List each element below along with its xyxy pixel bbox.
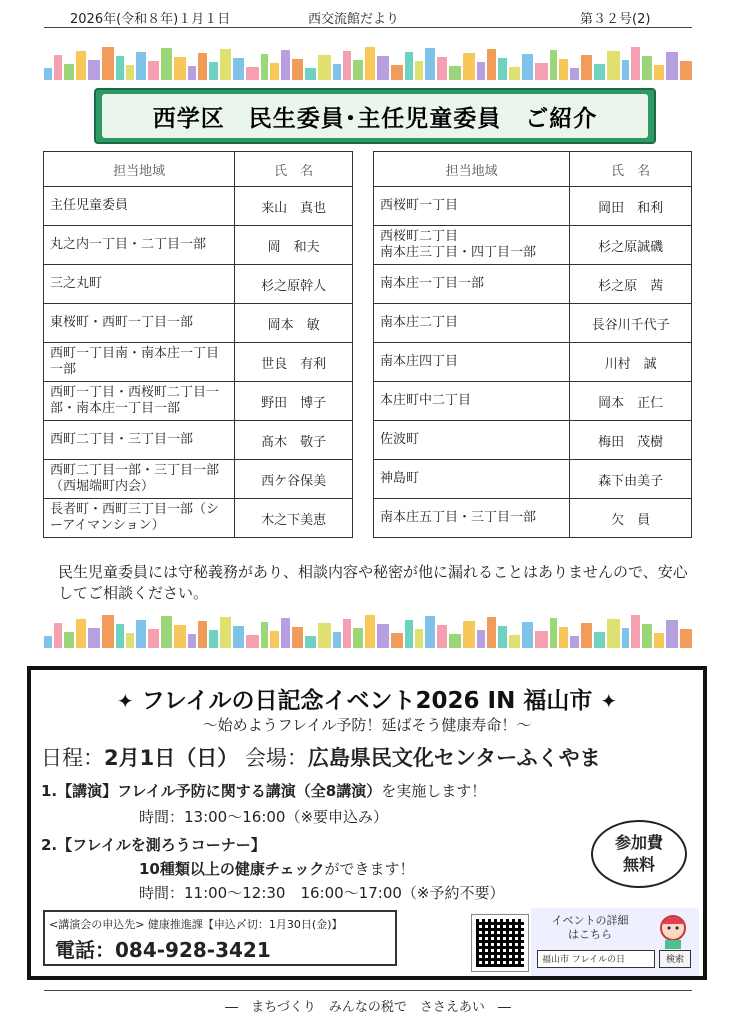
building-icon	[64, 632, 74, 648]
area-cell: 西町一丁目・西桜町二丁目一部・南本庄一丁目一部	[44, 382, 235, 421]
event-schedule	[41, 742, 601, 772]
building-icon	[44, 636, 52, 648]
building-icon	[654, 65, 665, 80]
committee-table-right	[373, 151, 692, 538]
item1-prefix: 1.【講演】	[41, 782, 118, 800]
building-icon	[377, 56, 388, 80]
building-icon	[44, 68, 52, 80]
building-icon	[550, 618, 558, 648]
table-row	[374, 187, 692, 226]
townscape-decoration-middle	[44, 612, 692, 648]
building-icon	[209, 630, 219, 648]
area-cell: 佐波町	[374, 421, 570, 460]
area-cell: 西町二丁目・三丁目一部	[44, 421, 235, 460]
name-cell: 来山 真也	[235, 187, 353, 226]
building-icon	[477, 630, 485, 648]
building-icon	[126, 65, 135, 80]
building-icon	[437, 57, 448, 80]
building-icon	[550, 50, 558, 80]
table-row	[44, 499, 353, 538]
table-row	[374, 499, 692, 538]
building-icon	[594, 64, 605, 80]
building-icon	[487, 49, 496, 80]
building-icon	[666, 620, 677, 648]
item1-suffix: を実施します！	[381, 782, 487, 800]
building-icon	[535, 63, 547, 80]
area-cell: 神島町	[374, 460, 570, 499]
building-icon	[148, 61, 159, 80]
table-row	[44, 304, 353, 343]
date-value: 2月1日（日）	[104, 746, 239, 770]
name-cell: 野田 博子	[235, 382, 353, 421]
building-icon	[477, 62, 485, 80]
header-issue: 第３２号(2)	[580, 12, 651, 27]
building-icon	[281, 50, 291, 80]
building-icon	[88, 628, 99, 648]
building-icon	[463, 621, 475, 648]
building-icon	[449, 66, 460, 80]
name-cell: 杉之原幹人	[235, 265, 353, 304]
building-icon	[54, 55, 63, 80]
page-title: 西学区 民生委員･主任児童委員 ご紹介	[102, 94, 648, 138]
name-cell: 長谷川千代子	[570, 304, 692, 343]
table-row	[374, 343, 692, 382]
building-icon	[353, 60, 363, 80]
building-icon	[261, 622, 269, 648]
area-cell: 南本庄一丁目一部	[374, 265, 570, 304]
building-icon	[365, 615, 376, 648]
building-icon	[246, 635, 258, 648]
table-row	[374, 421, 692, 460]
apply-details: <講演会の申込先> 健康推進課【申込〆切：1月30日(金)】	[49, 918, 343, 931]
building-icon	[425, 616, 435, 648]
event-title-row	[31, 682, 703, 715]
name-cell: 岡本 正仁	[570, 382, 692, 421]
building-icon	[54, 623, 63, 648]
event-title: フレイルの日記念イベント2026 IN 福山市	[141, 688, 593, 714]
building-icon	[88, 60, 99, 80]
name-cell: 森下由美子	[570, 460, 692, 499]
venue-label: 会場：	[244, 746, 308, 770]
table-row	[44, 187, 353, 226]
building-icon	[498, 626, 508, 648]
building-icon	[581, 623, 592, 648]
building-icon	[622, 628, 630, 648]
fee-value: 無料	[622, 855, 655, 874]
building-icon	[102, 615, 114, 648]
building-icon	[666, 52, 677, 80]
building-icon	[642, 56, 652, 80]
building-icon	[318, 55, 330, 80]
event-box	[27, 666, 707, 980]
col-name-header: 氏 名	[235, 152, 353, 187]
building-icon	[353, 628, 363, 648]
table-row	[374, 226, 692, 265]
building-icon	[631, 47, 640, 80]
building-icon	[209, 62, 219, 80]
building-icon	[654, 633, 665, 648]
building-icon	[509, 67, 520, 80]
building-icon	[391, 65, 403, 80]
mascot-icon	[651, 910, 695, 950]
building-icon	[126, 633, 135, 648]
building-icon	[270, 631, 279, 648]
name-cell: 髙木 敬子	[235, 421, 353, 460]
search-button[interactable]: 検索	[659, 950, 691, 968]
table-row	[374, 304, 692, 343]
building-icon	[198, 53, 207, 80]
building-icon	[233, 58, 244, 80]
name-cell: 西ケ谷保美	[235, 460, 353, 499]
building-icon	[405, 620, 413, 648]
building-icon	[343, 51, 352, 80]
item2-suffix: ができます！	[324, 860, 415, 878]
name-cell: 杉之原 茜	[570, 265, 692, 304]
header-publication: 西交流館だより	[308, 12, 400, 27]
building-icon	[415, 61, 424, 80]
building-icon	[425, 48, 435, 80]
name-cell: 岡本 敏	[235, 304, 353, 343]
footer-slogan: ― まちづくり みんなの税で ささえあい ―	[225, 1000, 511, 1015]
building-icon	[642, 624, 652, 648]
building-icon	[391, 633, 403, 648]
header-divider	[44, 27, 692, 28]
building-icon	[270, 63, 279, 80]
building-icon	[305, 636, 316, 648]
phone-number: 電話：084-928-3421	[55, 938, 271, 962]
title-banner	[94, 88, 656, 144]
building-icon	[76, 51, 87, 80]
page-header	[60, 8, 680, 26]
building-icon	[220, 49, 231, 80]
footer-divider	[44, 990, 692, 991]
name-cell: 梅田 茂樹	[570, 421, 692, 460]
area-cell: 本庄町中二丁目	[374, 382, 570, 421]
building-icon	[220, 617, 231, 648]
table-row	[44, 382, 353, 421]
area-cell: 南本庄五丁目・三丁目一部	[374, 499, 570, 538]
building-icon	[305, 68, 316, 80]
qr-code-icon[interactable]	[471, 914, 529, 972]
table-row	[44, 460, 353, 499]
building-icon	[581, 55, 592, 80]
building-icon	[76, 619, 87, 648]
sparkle-icon: ✦	[116, 689, 134, 713]
fee-badge	[591, 820, 687, 888]
item2-desc	[139, 858, 414, 879]
building-icon	[365, 47, 376, 80]
date-label: 日程：	[41, 746, 104, 770]
building-icon	[415, 629, 424, 648]
name-cell: 川村 誠	[570, 343, 692, 382]
building-icon	[559, 59, 568, 80]
item2-line: 2.【フレイルを測ろうコーナー】	[41, 836, 266, 854]
building-icon	[535, 631, 547, 648]
building-icon	[198, 621, 207, 648]
area-cell: 主任児童委員	[44, 187, 235, 226]
building-icon	[607, 51, 619, 80]
table-row	[374, 460, 692, 499]
fee-label: 参加費	[614, 833, 663, 852]
building-icon	[64, 64, 74, 80]
building-icon	[522, 54, 533, 80]
building-icon	[281, 618, 291, 648]
sparkle-icon: ✦	[600, 689, 618, 713]
building-icon	[522, 622, 533, 648]
building-icon	[622, 60, 630, 80]
building-icon	[377, 624, 388, 648]
building-icon	[405, 52, 413, 80]
table-row	[44, 343, 353, 382]
item1-time: 時間：13:00～16:00（※要申込み）	[139, 808, 389, 826]
area-cell: 南本庄二丁目	[374, 304, 570, 343]
building-icon	[559, 627, 568, 648]
building-icon	[174, 57, 186, 80]
building-icon	[136, 620, 146, 648]
building-icon	[333, 632, 341, 648]
building-icon	[570, 68, 580, 80]
name-cell: 岡田 和利	[570, 187, 692, 226]
application-info	[43, 910, 397, 966]
townscape-decoration-top	[44, 44, 692, 80]
table-row	[44, 265, 353, 304]
item2-time: 時間：11:00～12:30 16:00～17:00（※予約不要）	[139, 884, 505, 902]
item1-line	[41, 780, 486, 801]
search-input[interactable]: 福山市 フレイルの日	[537, 950, 655, 968]
committee-table-left	[43, 151, 353, 538]
col-area-header: 担当地域	[44, 152, 235, 187]
event-subtitle: ～始めようフレイル予防！延ばそう健康寿命！～	[202, 716, 532, 734]
area-cell: 西町二丁目一部・三丁目一部（西堀端町内会）	[44, 460, 235, 499]
table-row	[374, 265, 692, 304]
name-cell: 世良 有利	[235, 343, 353, 382]
event-detail-promo	[531, 908, 699, 976]
promo-text: イベントの詳細 はこちら	[551, 914, 629, 941]
name-cell: 岡 和夫	[235, 226, 353, 265]
building-icon	[116, 624, 124, 648]
building-icon	[487, 617, 496, 648]
building-icon	[343, 619, 352, 648]
building-icon	[449, 634, 460, 648]
building-icon	[594, 632, 605, 648]
building-icon	[261, 54, 269, 80]
building-icon	[498, 58, 508, 80]
table-row	[44, 421, 353, 460]
area-cell: 西桜町二丁目 南本庄三丁目・四丁目一部	[374, 226, 570, 265]
item1-text: フレイル予防に関する講演（全8講演）	[117, 782, 382, 800]
building-icon	[174, 625, 186, 648]
building-icon	[631, 615, 640, 648]
item2-text: 10種類以上の健康チェック	[139, 860, 325, 878]
building-icon	[116, 56, 124, 80]
area-cell: 三之丸町	[44, 265, 235, 304]
building-icon	[188, 66, 196, 80]
building-icon	[246, 67, 258, 80]
building-icon	[292, 627, 303, 648]
building-icon	[292, 59, 303, 80]
building-icon	[437, 625, 448, 648]
building-icon	[318, 623, 330, 648]
col-name-header: 氏 名	[570, 152, 692, 187]
building-icon	[148, 629, 159, 648]
name-cell: 杉之原誠磯	[570, 226, 692, 265]
area-cell: 西桜町一丁目	[374, 187, 570, 226]
building-icon	[680, 629, 692, 648]
building-icon	[333, 64, 341, 80]
col-area-header: 担当地域	[374, 152, 570, 187]
area-cell: 東桜町・西町一丁目一部	[44, 304, 235, 343]
name-cell: 欠 員	[570, 499, 692, 538]
table-row	[374, 382, 692, 421]
area-cell: 長者町・西町三丁目一部（シーアイマンション）	[44, 499, 235, 538]
building-icon	[233, 626, 244, 648]
area-cell: 南本庄四丁目	[374, 343, 570, 382]
header-date: 2026年(令和８年)１月１日	[70, 12, 231, 27]
building-icon	[188, 634, 196, 648]
building-icon	[509, 635, 520, 648]
building-icon	[570, 636, 580, 648]
building-icon	[136, 52, 146, 80]
building-icon	[607, 619, 619, 648]
confidentiality-note: 民生児童委員には守秘義務があり、相談内容や秘密が他に漏れることはありませんので、安心してご相談ください。	[58, 563, 688, 602]
area-cell: 西町一丁目南・南本庄一丁目一部	[44, 343, 235, 382]
building-icon	[161, 616, 172, 648]
building-icon	[463, 53, 475, 80]
table-row	[44, 226, 353, 265]
building-icon	[102, 47, 114, 80]
name-cell: 木之下美恵	[235, 499, 353, 538]
building-icon	[680, 61, 692, 80]
area-cell: 丸之内一丁目・二丁目一部	[44, 226, 235, 265]
building-icon	[161, 48, 172, 80]
venue-value: 広島県民文化センターふくやま	[307, 746, 601, 770]
